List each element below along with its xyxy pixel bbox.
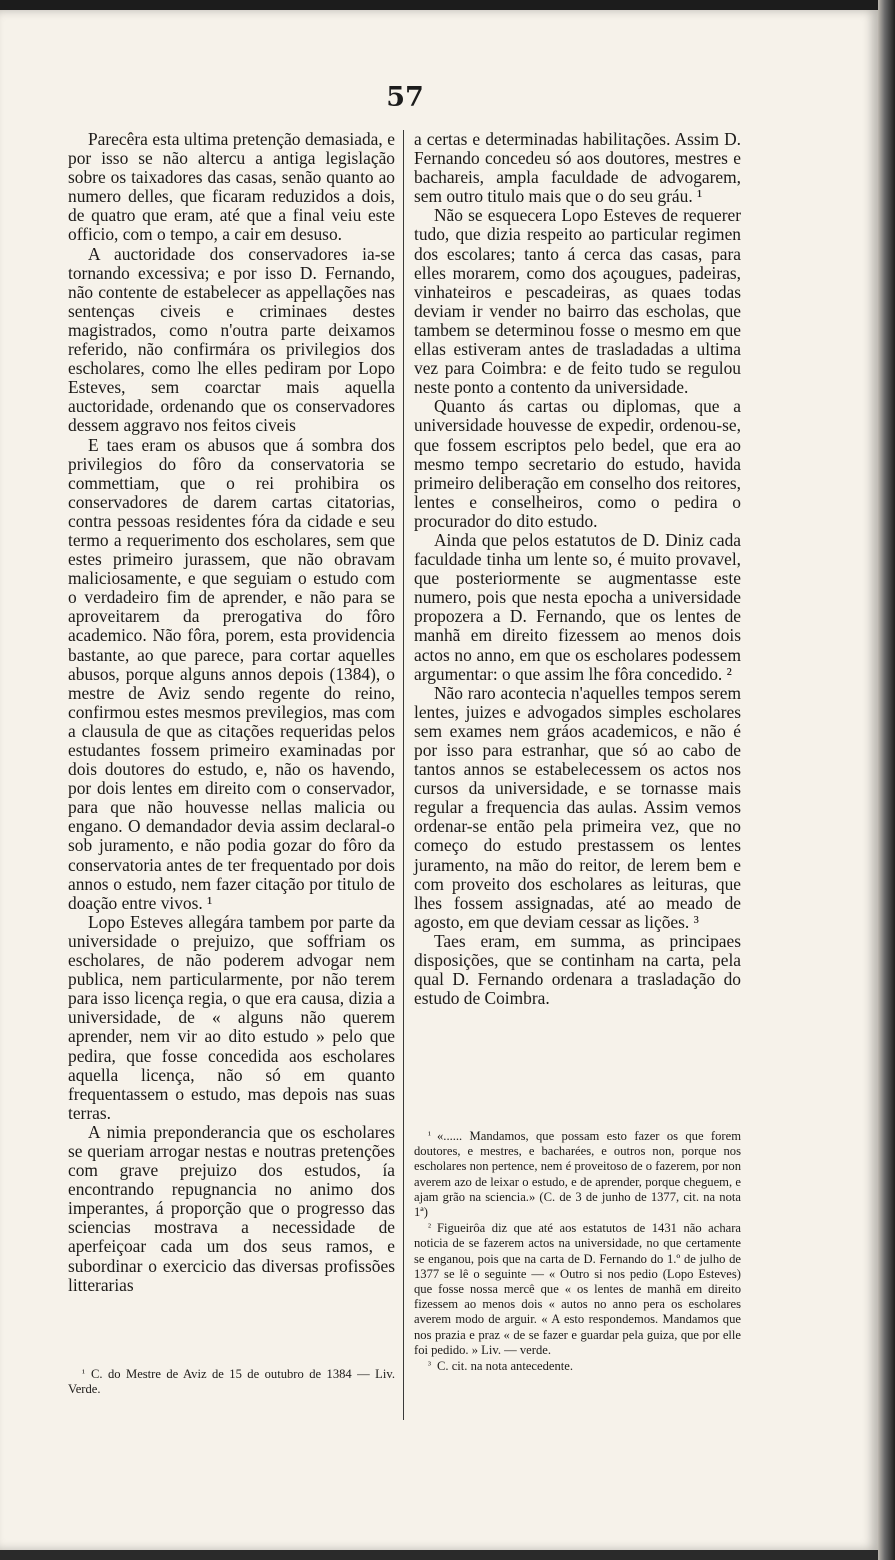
paragraph: Taes eram, em summa, as principaes disposições, que se continham na carta, pela qual D. Fernando ordenara a trasladação do estudo de Coimbra. (414, 930, 741, 1009)
left-footnotes (68, 1366, 395, 1397)
footnote-number: ¹ (82, 1368, 85, 1379)
footnote (414, 1220, 741, 1358)
paragraph: Quanto ás cartas ou diplomas, que a universidade houvesse de expedir, ordenou-se, que fossem escriptos pelo bedel, que era ao mesmo tempo secretario do estudo, havida primeiro deliberação em conselho dos reitores, lentes e conselheiros, como o pedira o procurador do dito estudo. (414, 396, 741, 531)
page-edge-shadow (878, 0, 895, 1560)
footnote (414, 1128, 741, 1220)
paragraph: Ainda que pelos estatutos de D. Diniz cada faculdade tinha um lente so, é muito provavel, que posteriormente se augmentasse este numero, pois que nesta epocha a universidade propozera a D. Fernando, que os lentes de manhã em direito fizessem ao menos dois actos no anno, em que os escholares podessem argumentar: o que assim lhe fôra concedido. ² (414, 529, 741, 684)
footnote-text: Figueirôa diz que até aos estatutos de 1431 não achara noticia de se fazerem actos na universidade, no que certamente se enganou, pois que na carta de D. Fernando do 1.º de julho de 1377 se lê o seguinte — « Outro si nos pedio (Lopo Esteves) que fosse nossa mercê que « os lentes de manhã em direito fizessem ao menos dois « autos no anno pera os escholares averem modo de arguir. « A esto respondemos. Mandamos que nos prazia e praz « de se fazer e guardar pela guiza, que por elle foi pedido. » Liv. — verde. (414, 1221, 741, 1357)
paragraph: Parecêra esta ultima pretenção demasiada, e por isso se não altercu a antiga legislação sobre os taixadores das casas, senão quanto ao numero delles, que ficaram reduzidos a dois, de quatro que eram, até que a final veiu este officio, com o tempo, a cair em desuso. (68, 129, 395, 245)
paragraph: Não se esquecera Lopo Esteves de requerer tudo, que dizia respeito ao particular regimen dos escolares; tanto á cerca das casas, para elles morarem, como dos açougues, padeiras, vinhateiros e pescadeiras, as quaes todas deviam ir vender no bairro das escholas, que tambem se determinou fosse o mesmo em que ellas estiveram antes de trasladadas a ultima vez para Coimbra: e de feito tudo se regulou neste ponto a contento da universidade. (414, 205, 741, 398)
footnote (414, 1358, 741, 1374)
scan-top-border (0, 0, 895, 10)
page-number: 57 (386, 82, 424, 113)
paragraph: A auctoridade dos conservadores ia-se tornando excessiva; e por isso D. Fernando, não contente de estabelecer as appellações nas sentenças civeis e criminaes destes magistrados, como n'outra parte deixamos referido, não confirmára os privilegios dos escholares, como lhe elles pediram por Lopo Esteves, sem coarctar mais aquella auctoridade, ordenando que os conservadores dessem aggravo nos feitos civeis (68, 243, 395, 436)
column-divider (403, 130, 404, 1420)
right-column (414, 130, 741, 1008)
paragraph: E taes eram os abusos que á sombra dos privilegios do fôro da conservatoria se commettiam, que o rei prohibira os conservadores de darem cartas citatorias, contra pessoas residentes fóra da cidade e seu termo a requerimento dos escholares, sem que estes primeiro jurassem, que não obravam maliciosamente, e que seguiam o estudo com o verdadeiro fim de aprender, e não para se aproveitarem da prerogativa do fôro academico. Não fôra, porem, esta providencia bastante, ao que parece, para cortar aquelles abusos, porque alguns annos depois (1384), o mestre de Aviz sendo regente do reino, confirmou estes mesmos previlegios, mas com a clausula de que as citações requeridas pelos estudantes fossem primeiro examinadas por dois doutores do estudo, e, não os havendo, por dois lentes em direito com o conservador, para que não houvesse nellas malicia ou engano. O demandador devia assim declaral-o sob juramento, e não podia gozar do fôro da conservatoria antes de ter frequentado por dois annos o estudo, nem fazer citação por titulo de doação entre vivos. ¹ (68, 434, 395, 913)
footnote-text: «...... Mandamos, que possam esto fazer os que forem doutores, e mestres, e bacharées, e outros non, porque nos escholares non pertence, nem é proveitoso de o fazerem, por non averem azo de leixar o estudo, e de aprender, porque cheguem, e ajam grão na sciencia.» (C. de 3 de junho de 1377, cit. na nota 1ª) (414, 1129, 741, 1220)
footnote-text: C. do Mestre de Aviz de 15 de outubro de 1384 — Liv. Verde. (68, 1367, 395, 1397)
footnote (68, 1366, 395, 1397)
paragraph: A nimia preponderancia que os escholares se queriam arrogar nestas e noutras pretenções com grave prejuizo dos estudos, ía encontrando repugnancia no animo dos imperantes, á proporção que o progresso das sciencias mostrava a necessidade de aperfeiçoar cada um dos seus ramos, e subordinar o exercicio das diversas profissões litterarias (68, 1121, 395, 1295)
footnote-text: C. cit. na nota antecedente. (437, 1359, 574, 1374)
paragraph: Lopo Esteves allegára tambem por parte da universidade o prejuizo, que soffriam os escholares, de não poderem advogar nem publica, nem particularmente, por não terem para isso licença regia, o que era causa, dizia a universidade, de « alguns não querem aprender, nem vir ao dito estudo » pelo que pedira, que fosse concedida aos escholares aquella licença, não só em quanto frequentassem o estudo, mas depois nas suas terras. (68, 911, 395, 1123)
right-footnotes (414, 1128, 741, 1374)
paragraph: Não raro acontecia n'aquelles tempos serem lentes, juizes e advogados simples escholares sem exames nem gráos academicos, e não é por isso para estranhar, que só ao cabo de tantos annos se estabelecessem os actos nos cursos da universidade, e se tornasse mais regular a frequencia das aulas. Assim vemos ordenar-se então pela primeira vez, que no começo do estudo prestassem os lentes juramento, na mão do reitor, de lerem bem e com proveito dos escholares as leituras, que lhes fossem assignadas, até ao meado de agosto, em que deviam cessar as lições. ³ (414, 682, 741, 932)
paragraph: a certas e determinadas habilitações. Assim D. Fernando concedeu só aos doutores, mestres e bachareis, ampla faculdade de advogarem, sem outro titulo mais que o do seu gráu. ¹ (414, 129, 741, 207)
left-column (68, 130, 395, 1295)
footnote-number: ³ (428, 1360, 431, 1372)
footnote-number: ² (428, 1222, 431, 1234)
footnote-number: ¹ (428, 1130, 431, 1141)
